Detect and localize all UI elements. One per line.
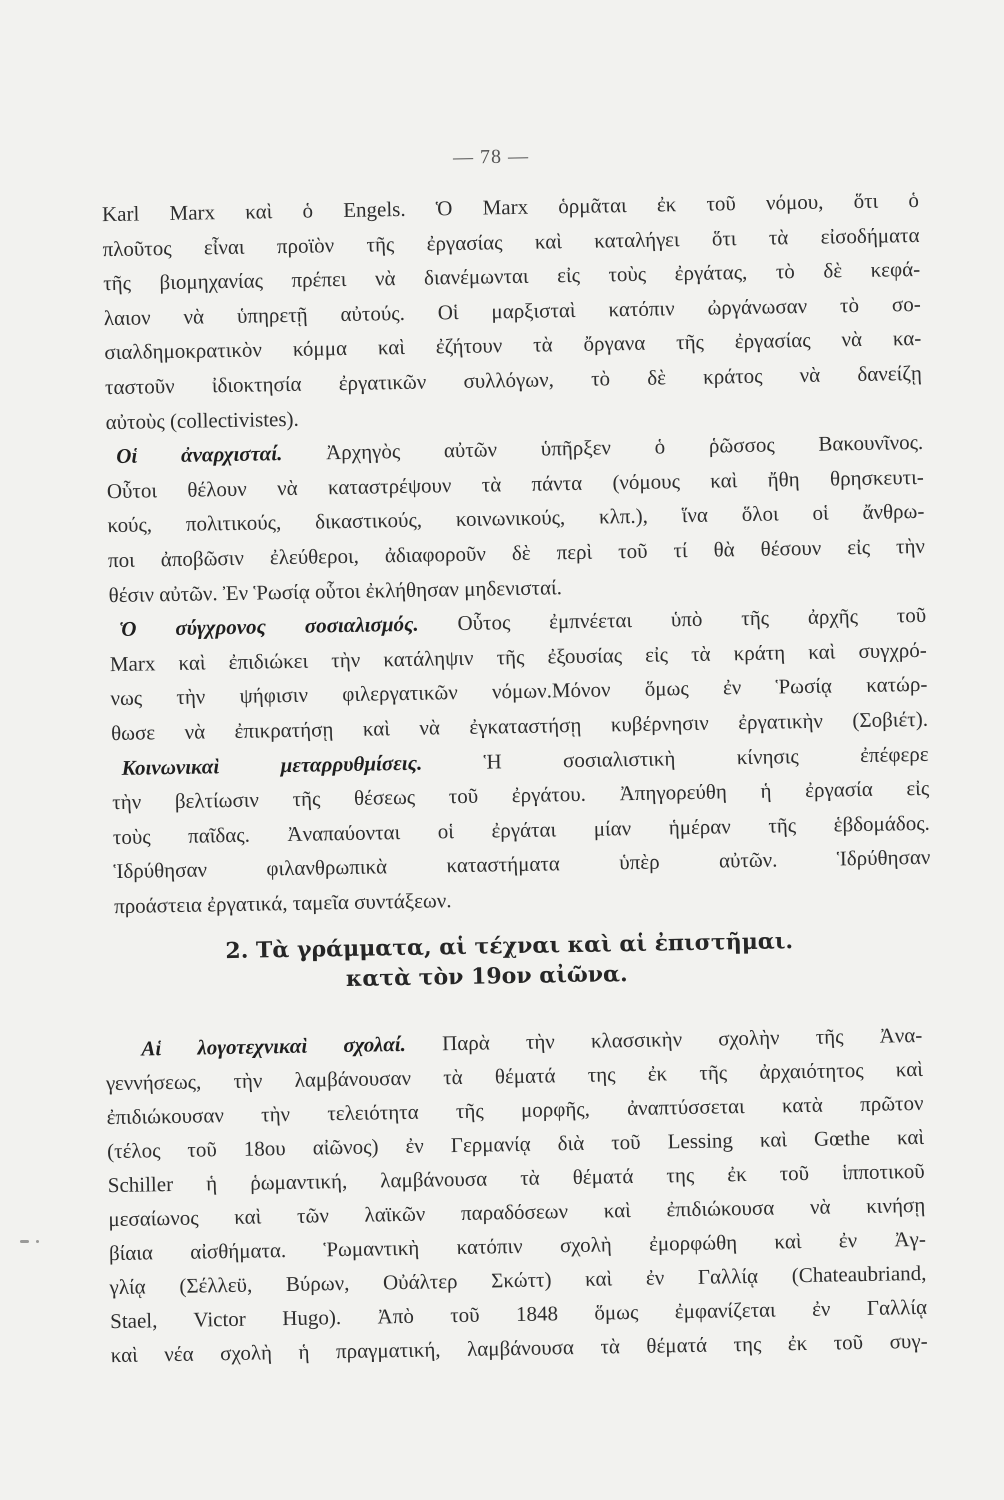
text-line: τοὺς παῖδας. Ἀναπαύονται οἱ ἐργάται μίαν ἡμέραν τῆς ἑβδομάδος. [112, 810, 930, 849]
paragraph-literary-schools [105, 1018, 928, 1372]
paragraph-social-reforms [111, 736, 931, 923]
section-heading [108, 924, 926, 998]
text-run: Ἡ σοσιαλιστικὴ κίνησις ἐπέφερε [483, 741, 929, 774]
text-line: Stael, Victor Hugo). Ἀπὸ τοῦ 1848 ὅμως ἐμφανίζεται ἐν Γαλλίᾳ [109, 1294, 928, 1334]
section-heading-subtitle: κατὰ τὸν 19ον αἰῶνα. [345, 961, 628, 992]
run-in-heading: Ὁ σύγχρονος σοσιαλισμός. [119, 611, 419, 642]
text-line: κούς, πολιτικούς, δικαστικούς, κοινωνικούς, κλπ.), ἵνα ὅλοι οἱ ἄνθρω- [107, 499, 925, 538]
text-line: θέσιν αὐτῶν. Ἐν Ῥωσίᾳ οὗτοι ἐκλήθησαν μηδενισταί. [108, 574, 563, 607]
text-line: γλίᾳ (Σέλλεϋ, Βύρων, Οὐάλτερ Σκώττ) καὶ ἐν Γαλλίᾳ (Chateaubriand, [109, 1260, 927, 1300]
text-line: Ἱδρύθησαν φιλανθρωπικὰ καταστήματα ὑπὲρ αὐτῶν. Ἱδρύθησαν [113, 845, 931, 884]
section-heading-title: 2. Τὰ γράμματα, αἱ τέχναι καὶ αἱ ἐπιστῆμαι. [225, 928, 794, 965]
text-line: βίαια αἰσθήματα. Ῥωμαντικὴ κατόπιν σχολὴ ἐμορφώθη καὶ ἐν Ἀγ- [108, 1226, 927, 1266]
text-line: Οὗτοι θέλουν νὰ καταστρέψουν τὰ πάντα (νόμους καὶ ἤθη θρησκευτι- [106, 464, 924, 503]
run-in-heading: Οἱ ἀναρχισταί. [116, 441, 283, 469]
text-line: Karl Marx καὶ ὁ Engels. Ὁ Marx ὁρμᾶται ἐκ τοῦ νόμου, ὅτι ὁ [101, 187, 920, 227]
scan-artifact [20, 1238, 46, 1244]
paragraph-marx-engels [102, 183, 923, 439]
run-in-heading: Κοινωνικαὶ μεταρρυθμίσεις. [121, 750, 423, 780]
text-line: θωσε νὰ ἐπικρατήσῃ καὶ νὰ ἐγκαταστήσῃ κυβέρνησιν ἐργατικὴν (Σοβιέτ). [110, 706, 929, 746]
page-number: — 78 — [452, 145, 530, 169]
text-line: μεσαίωνος καὶ τῶν λαϊκῶν παραδόσεων καὶ ἐπιδιώκουσα νὰ κινήσῃ [108, 1192, 926, 1232]
text-line: (τέλος τοῦ 18ου αἰῶνος) ἐν Γερμανίᾳ διὰ τοῦ Lessing καὶ Gœthe καὶ [106, 1124, 925, 1164]
text-line: σιαλδημοκρατικὸν κόμμα καὶ ἐζήτουν τὰ ὄργανα τῆς ἐργασίας νὰ κα- [104, 326, 922, 365]
text-line: πλοῦτος εἶναι προϊὸν τῆς ἐργασίας καὶ καταλήγει ὅτι τὰ εἰσοδήματα [102, 222, 920, 261]
text-body [102, 183, 932, 924]
text-line: ταστοῦν ἰδιοκτησία ἐργατικῶν συλλόγων, τὸ δὲ κράτος νὰ δανείζῃ [104, 360, 923, 400]
paragraph-modern-socialism [109, 598, 928, 751]
text-line: Marx καὶ ἐπιδιώκει τὴν κατάληψιν τῆς ἐξουσίας εἰς τὰ κράτη καὶ συγχρό- [109, 637, 927, 676]
text-line: τὴν βελτίωσιν τῆς θέσεως τοῦ ἐργάτου. Ἀπηγορεύθη ἡ ἐργασία εἰς [112, 775, 930, 815]
text-line: αὐτοὺς (collectivistes). [105, 406, 300, 434]
text-body-literature [105, 1018, 928, 1372]
text-line: ἐπιδιώκουσαν τὴν τελειότητα τῆς μορφῆς, ἀναπτύσσεται κατὰ πρῶτον [106, 1090, 924, 1130]
text-run: Ἀρχηγὸς αὐτῶν ὑπῆρξεν ὁ ῥῶσσος Βακουνῖνος. [325, 430, 924, 465]
text-line: προάστεια ἐργατικά, ταμεῖα συντάξεων. [113, 888, 452, 918]
text-run: Παρὰ τὴν κλασσικὴν σχολὴν τῆς Ἀνα- [441, 1022, 923, 1056]
paragraph-anarchists [106, 425, 926, 612]
text-line: τῆς βιομηχανίας πρέπει νὰ διανέμωνται εἰς τοὺς ἐργάτας, τὸ δὲ κεφά- [103, 257, 921, 296]
text-line: γεννήσεως, τὴν λαμβάνουσαν τὰ θέματά της ἐκ τῆς ἀρχαιότητος καὶ [105, 1056, 924, 1096]
text-run: Οὗτος ἐμπνέεται ὑπὸ τῆς ἀρχῆς τοῦ [457, 602, 927, 636]
text-line: Schiller ἡ ῥωμαντική, λαμβάνουσα τὰ θέματά της ἐκ τοῦ ἱπποτικοῦ [107, 1158, 925, 1198]
run-in-heading: Αἱ λογοτεχνικαὶ σχολαί. [141, 1031, 407, 1061]
text-line: λαιον νὰ ὑπηρετῇ αὐτούς. Οἱ μαρξισταὶ κατόπιν ὠργάνωσαν τὸ σο- [103, 291, 921, 330]
text-line: καὶ νέα σχολὴ ἡ πραγματική, λαμβάνουσα τὰ θέματά της ἐκ τοῦ συγ- [110, 1328, 928, 1368]
text-line: ποι ἀποβῶσιν ἐλεύθεροι, ἀδιαφοροῦν δὲ περὶ τοῦ τί θὰ θέσουν εἰς τὴν [107, 533, 926, 573]
text-line: νως τὴν ψήφισιν φιλεργατικῶν νόμων.Μόνον ὅμως ἐν Ῥωσίᾳ κατώρ- [110, 672, 928, 711]
